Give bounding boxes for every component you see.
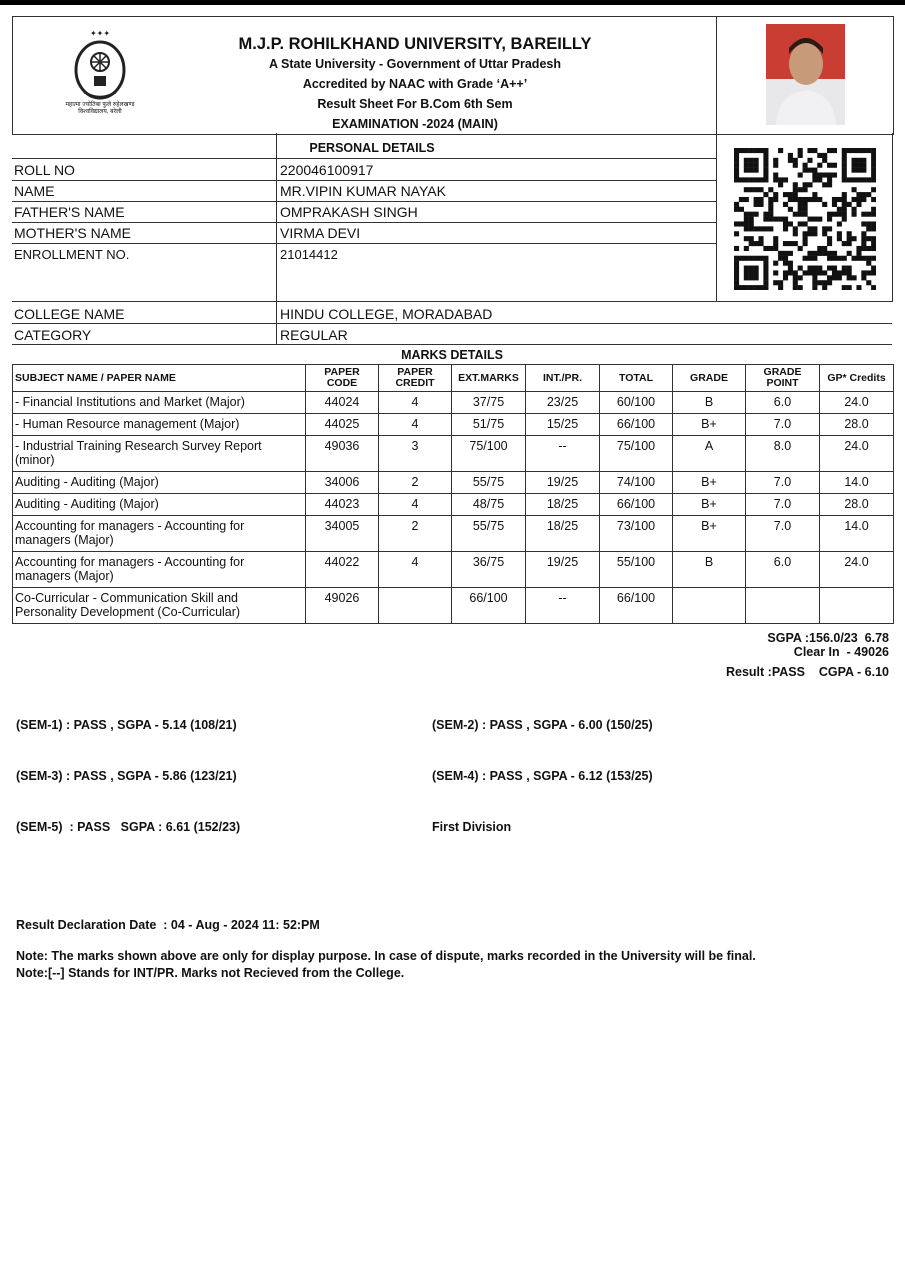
cell-grade: B+: [673, 472, 746, 494]
table-row: [13, 588, 894, 624]
cell-gp-credits: 24.0: [820, 552, 894, 588]
label-mother-name: MOTHER'S NAME: [14, 225, 132, 241]
cell-grade-point: 7.0: [746, 494, 820, 516]
result-cgpa: Result :PASS CGPA - 6.10: [725, 665, 889, 679]
table-row: [13, 436, 894, 472]
cell-grade-point: 6.0: [746, 552, 820, 588]
cell-subject: Auditing - Auditing (Major): [13, 472, 306, 494]
cell-total: 60/100: [600, 392, 673, 414]
university-logo: [54, 22, 146, 120]
sem-3-result: (SEM-3) : PASS , SGPA - 5.86 (123/21): [16, 769, 237, 783]
table-row: [13, 414, 894, 436]
col-paper-credit: PAPER CREDIT: [379, 365, 452, 392]
sem-2-result: (SEM-2) : PASS , SGPA - 6.00 (150/25): [432, 718, 653, 732]
cell-grade: B+: [673, 516, 746, 552]
top-border: [0, 0, 905, 5]
cell-paper-credit: 4: [379, 552, 452, 588]
cell-gp-credits: 24.0: [820, 436, 894, 472]
value-college-name: HINDU COLLEGE, MORADABAD: [280, 306, 493, 322]
cell-int-pr: 23/25: [526, 392, 600, 414]
cell-gp-credits: 24.0: [820, 392, 894, 414]
cell-total: 73/100: [600, 516, 673, 552]
cell-grade-point: 8.0: [746, 436, 820, 472]
cell-total: 66/100: [600, 588, 673, 624]
cell-int-pr: 18/25: [526, 516, 600, 552]
cell-int-pr: --: [526, 588, 600, 624]
sem-4-result: (SEM-4) : PASS , SGPA - 6.12 (153/25): [432, 769, 653, 783]
cell-grade-point: 7.0: [746, 516, 820, 552]
table-row: [13, 552, 894, 588]
cell-paper-credit: 3: [379, 436, 452, 472]
marks-header-row: [13, 365, 894, 392]
cell-paper-code: 49026: [306, 588, 379, 624]
label-name: NAME: [14, 183, 55, 199]
label-father-name: FATHER'S NAME: [14, 204, 125, 220]
declaration-date: Result Declaration Date : 04 - Aug - 2024 11: 52:PM: [16, 918, 320, 932]
marks-table: [12, 364, 894, 624]
col-grade: GRADE: [673, 365, 746, 392]
personal-details-title: PERSONAL DETAILS: [309, 141, 435, 155]
note-display-purpose: Note: The marks shown above are only for display purpose. In case of dispute, marks recorded in the University will be final.: [16, 949, 756, 963]
cell-int-pr: 18/25: [526, 494, 600, 516]
cell-grade: B+: [673, 414, 746, 436]
col-int-pr: INT./PR.: [526, 365, 600, 392]
header-line-result-sheet: Result Sheet For B.Com 6th Sem: [317, 97, 513, 111]
cell-subject: - Financial Institutions and Market (Major): [13, 392, 306, 414]
cell-int-pr: 15/25: [526, 414, 600, 436]
division: First Division: [432, 820, 512, 834]
cell-subject: Accounting for managers - Accounting for managers (Major): [13, 516, 306, 552]
cell-paper-code: 34006: [306, 472, 379, 494]
col-ext-marks: EXT.MARKS: [452, 365, 526, 392]
value-name: MR.VIPIN KUMAR NAYAK: [280, 183, 446, 199]
cell-gp-credits: 28.0: [820, 494, 894, 516]
cell-grade: B: [673, 552, 746, 588]
col-grade-point: GRADE POINT: [746, 365, 820, 392]
cell-grade: B+: [673, 494, 746, 516]
sem-5-result: (SEM-5) : PASS SGPA : 6.61 (152/23): [16, 820, 241, 834]
cell-total: 74/100: [600, 472, 673, 494]
marks-details-title: MARKS DETAILS: [401, 348, 503, 362]
header-line-naac: Accredited by NAAC with Grade ‘A++’: [302, 77, 528, 91]
cell-paper-code: 34005: [306, 516, 379, 552]
cell-subject: - Industrial Training Research Survey Report (minor): [13, 436, 306, 472]
value-father-name: OMPRAKASH SINGH: [280, 204, 418, 220]
label-category: CATEGORY: [14, 327, 92, 343]
cell-ext-marks: 55/75: [452, 516, 526, 552]
cell-paper-code: 44022: [306, 552, 379, 588]
cell-paper-credit: 2: [379, 516, 452, 552]
cell-grade: A: [673, 436, 746, 472]
cell-paper-credit: 4: [379, 494, 452, 516]
cell-gp-credits: [820, 588, 894, 624]
cell-int-pr: --: [526, 436, 600, 472]
cell-paper-credit: 4: [379, 392, 452, 414]
cell-paper-code: 44023: [306, 494, 379, 516]
cell-gp-credits: 14.0: [820, 472, 894, 494]
col-total: TOTAL: [600, 365, 673, 392]
label-college-name: COLLEGE NAME: [14, 306, 125, 322]
cell-paper-code: 49036: [306, 436, 379, 472]
cell-paper-credit: [379, 588, 452, 624]
cell-grade-point: 7.0: [746, 472, 820, 494]
cell-subject: Co-Curricular - Communication Skill and Personality Development (Co-Curricular): [13, 588, 306, 624]
table-row: [13, 516, 894, 552]
qr-code: [734, 148, 876, 290]
cell-total: 55/100: [600, 552, 673, 588]
table-row: [13, 392, 894, 414]
value-roll-no: 220046100917: [280, 162, 374, 178]
logo-caption-bottom: महात्मा ज्योतिबा फुले रुहेलखण्ड विश्वविद्यालय, बरेली: [65, 102, 135, 115]
university-name: M.J.P. ROHILKHAND UNIVERSITY, BAREILLY: [238, 35, 592, 53]
header-line-state: A State University - Government of Uttar Pradesh: [269, 57, 561, 71]
cell-grade: [673, 588, 746, 624]
cell-paper-credit: 4: [379, 414, 452, 436]
cell-ext-marks: 37/75: [452, 392, 526, 414]
cell-total: 66/100: [600, 414, 673, 436]
cell-grade-point: 7.0: [746, 414, 820, 436]
svg-text:✦✦✦: ✦✦✦: [89, 29, 111, 38]
cell-ext-marks: 66/100: [452, 588, 526, 624]
cell-total: 66/100: [600, 494, 673, 516]
cell-ext-marks: 75/100: [452, 436, 526, 472]
col-subject: SUBJECT NAME / PAPER NAME: [13, 365, 306, 392]
cell-subject: Auditing - Auditing (Major): [13, 494, 306, 516]
cell-subject: Accounting for managers - Accounting for managers (Major): [13, 552, 306, 588]
cell-grade: B: [673, 392, 746, 414]
cell-ext-marks: 48/75: [452, 494, 526, 516]
cell-ext-marks: 51/75: [452, 414, 526, 436]
cell-total: 75/100: [600, 436, 673, 472]
cell-grade-point: [746, 588, 820, 624]
cell-grade-point: 6.0: [746, 392, 820, 414]
cell-int-pr: 19/25: [526, 552, 600, 588]
value-category: REGULAR: [280, 327, 348, 343]
cell-gp-credits: 14.0: [820, 516, 894, 552]
cell-gp-credits: 28.0: [820, 414, 894, 436]
table-row: [13, 494, 894, 516]
table-row: [13, 472, 894, 494]
label-enrollment-no: ENROLLMENT NO.: [14, 247, 130, 262]
cell-ext-marks: 55/75: [452, 472, 526, 494]
header-line-examination: EXAMINATION -2024 (MAIN): [332, 117, 498, 131]
cell-subject: - Human Resource management (Major): [13, 414, 306, 436]
value-mother-name: VIRMA DEVI: [280, 225, 361, 241]
qr-code-icon: [734, 148, 876, 290]
col-gp-credits: GP* Credits: [820, 365, 894, 392]
cell-paper-credit: 2: [379, 472, 452, 494]
clear-in: Clear In - 49026: [793, 645, 889, 659]
cell-paper-code: 44025: [306, 414, 379, 436]
cell-int-pr: 19/25: [526, 472, 600, 494]
col-paper-code: PAPER CODE: [306, 365, 379, 392]
cell-paper-code: 44024: [306, 392, 379, 414]
note-int-pr: Note:[--] Stands for INT/PR. Marks not Recieved from the College.: [16, 966, 405, 980]
cell-ext-marks: 36/75: [452, 552, 526, 588]
value-enrollment-no: 21014412: [280, 247, 338, 262]
student-photo: [766, 24, 845, 125]
sem-1-result: (SEM-1) : PASS , SGPA - 5.14 (108/21): [16, 718, 237, 732]
label-roll-no: ROLL NO: [14, 162, 75, 178]
sgpa-summary: SGPA :156.0/23 6.78: [767, 631, 889, 645]
